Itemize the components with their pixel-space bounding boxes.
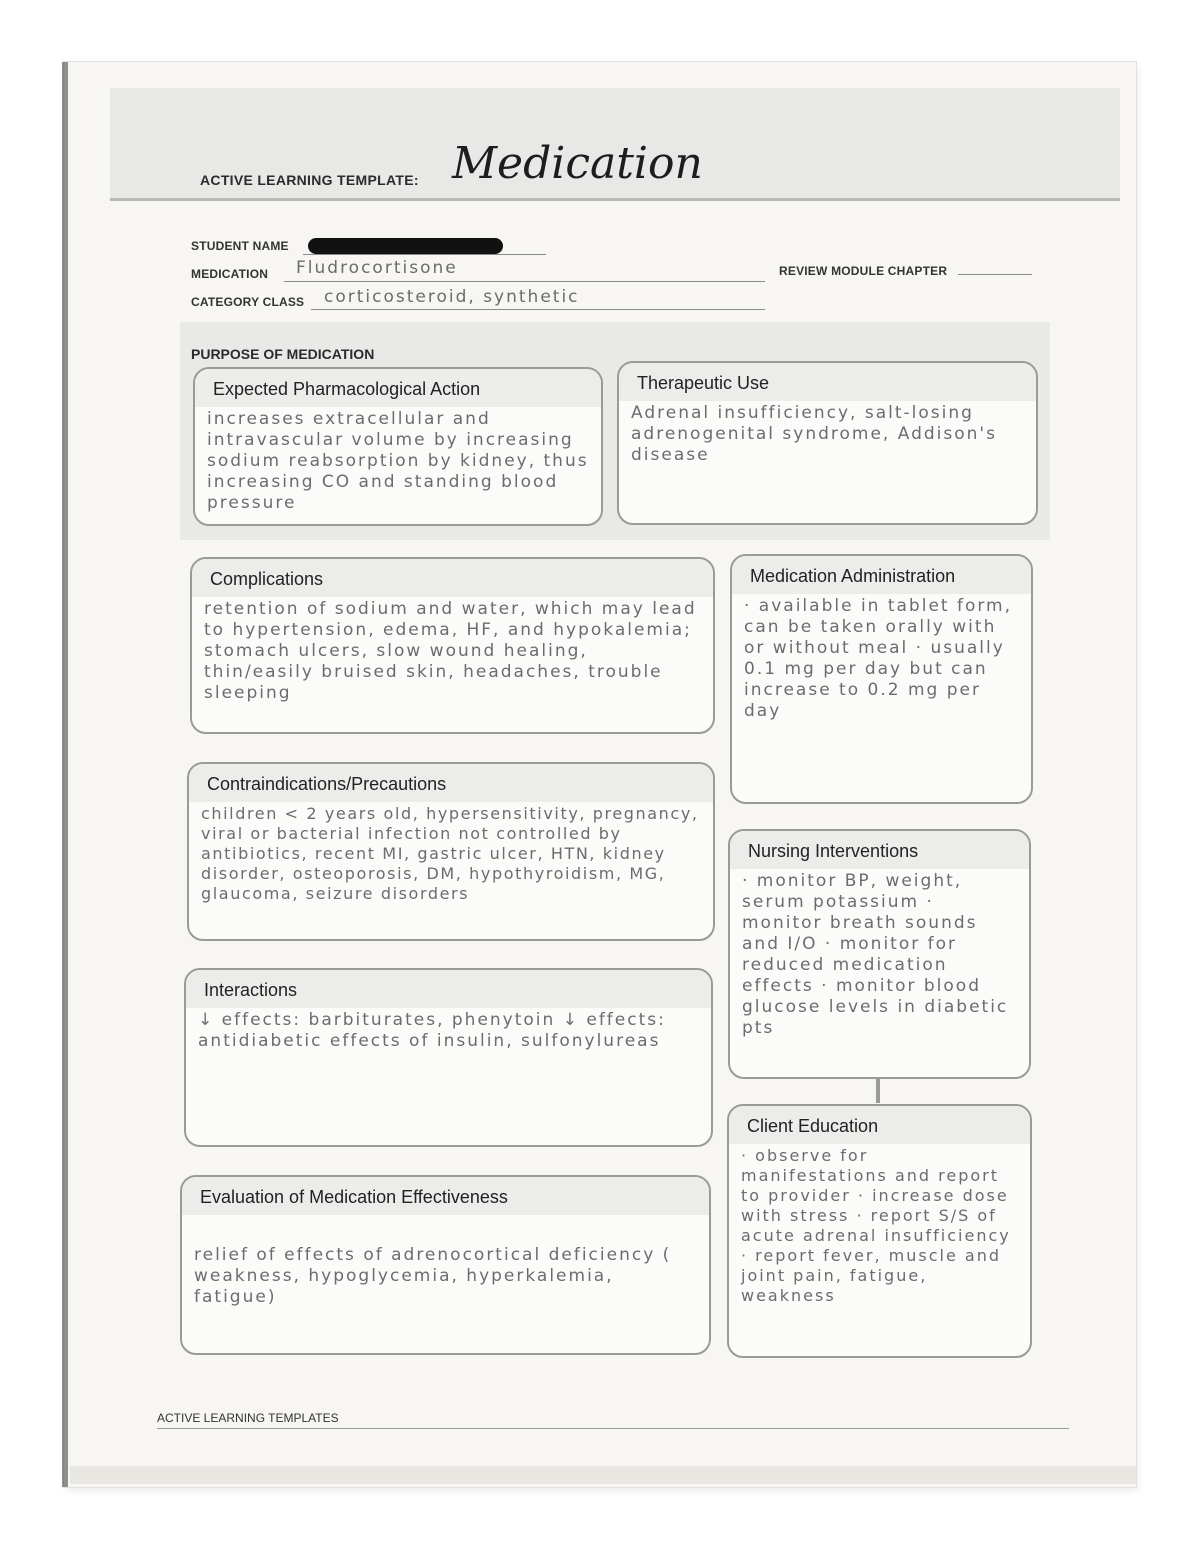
complications-box (190, 557, 715, 734)
purpose-label: PURPOSE OF MEDICATION (191, 346, 375, 362)
binder-edge (62, 62, 68, 1487)
nursing-interventions-box (728, 829, 1031, 1079)
redacted-name (308, 238, 503, 254)
pharm-action-title: Expected Pharmacological Action (195, 369, 601, 407)
connector-line (876, 1077, 880, 1103)
category-value: corticosteroid, synthetic (324, 287, 580, 307)
therapeutic-use-box (617, 361, 1038, 525)
complications-text: retention of sodium and water, which may lead to hypertension, edema, HF, and hypokalemia; stomach ulcers, slow wound healing, thin/easily bruised skin, headaches, trouble sleeping (204, 599, 697, 703)
contraindications-title: Contraindications/Precautions (189, 764, 713, 802)
client-education-title: Client Education (729, 1106, 1030, 1144)
interactions-text: ↓ effects: barbiturates, phenytoin ↓ effects: antidiabetic effects of insulin, sulfonylureas (198, 1010, 666, 1051)
medication-label: MEDICATION (191, 267, 269, 281)
review-module-label: REVIEW MODULE CHAPTER (779, 264, 948, 278)
client-education-text: · observe for manifestations and report to provider · increase dose with stress · report S/S of acute adrenal insufficiency · report fever, muscle and joint pain, fatigue, weakness (741, 1146, 1011, 1305)
contraindications-text: children < 2 years old, hypersensitivity, pregnancy, viral or bacterial infection not controlled by antibiotics, recent MI, gastric ulcer, HTN, kidney disorder, osteoporosis, DM, hypothyroidism, MG, glaucoma, seizure disorders (201, 804, 699, 903)
evaluation-title: Evaluation of Medication Effectiveness (182, 1177, 709, 1215)
paper-stack-edge (70, 1466, 1136, 1484)
medication-value: Fludrocortisone (296, 258, 458, 278)
evaluation-text: relief of effects of adrenocortical deficiency ( weakness, hypoglycemia, hyperkalemia, fatigue) (194, 1245, 672, 1307)
footer-line (157, 1428, 1069, 1429)
interactions-box (184, 968, 713, 1147)
student-name-line (303, 254, 546, 255)
therapeutic-use-title: Therapeutic Use (619, 363, 1036, 401)
pharm-action-text: increases extracellular and intravascular volume by increasing sodium reabsorption by kidney, thus increasing CO and standing blood pressure (207, 409, 589, 513)
contraindications-box (187, 762, 715, 941)
therapeutic-use-text: Adrenal insufficiency, salt-losing adrenogenital syndrome, Addison's disease (631, 403, 997, 465)
template-label: ACTIVE LEARNING TEMPLATE: (200, 172, 419, 188)
evaluation-box (180, 1175, 711, 1355)
complications-title: Complications (192, 559, 713, 597)
pharm-action-box (193, 367, 603, 526)
interactions-title: Interactions (186, 970, 711, 1008)
client-education-box (727, 1104, 1032, 1358)
footer-label: ACTIVE LEARNING TEMPLATES (157, 1411, 339, 1425)
administration-box (730, 554, 1033, 804)
review-module-line (958, 274, 1032, 275)
medication-line (284, 281, 765, 282)
page-title: Medication (452, 138, 703, 189)
category-label: CATEGORY CLASS (191, 295, 305, 309)
administration-title: Medication Administration (732, 556, 1031, 594)
administration-text: · available in tablet form, can be taken orally with or without meal · usually 0.1 mg per day but can increase to 0.2 mg per day (744, 596, 1013, 721)
nursing-interventions-title: Nursing Interventions (730, 831, 1029, 869)
student-name-label: STUDENT NAME (191, 239, 289, 253)
category-line (311, 309, 765, 310)
nursing-interventions-text: · monitor BP, weight, serum potassium · monitor breath sounds and I/O · monitor for reduced medication effects · monitor blood glucose levels in diabetic pts (742, 871, 1009, 1038)
